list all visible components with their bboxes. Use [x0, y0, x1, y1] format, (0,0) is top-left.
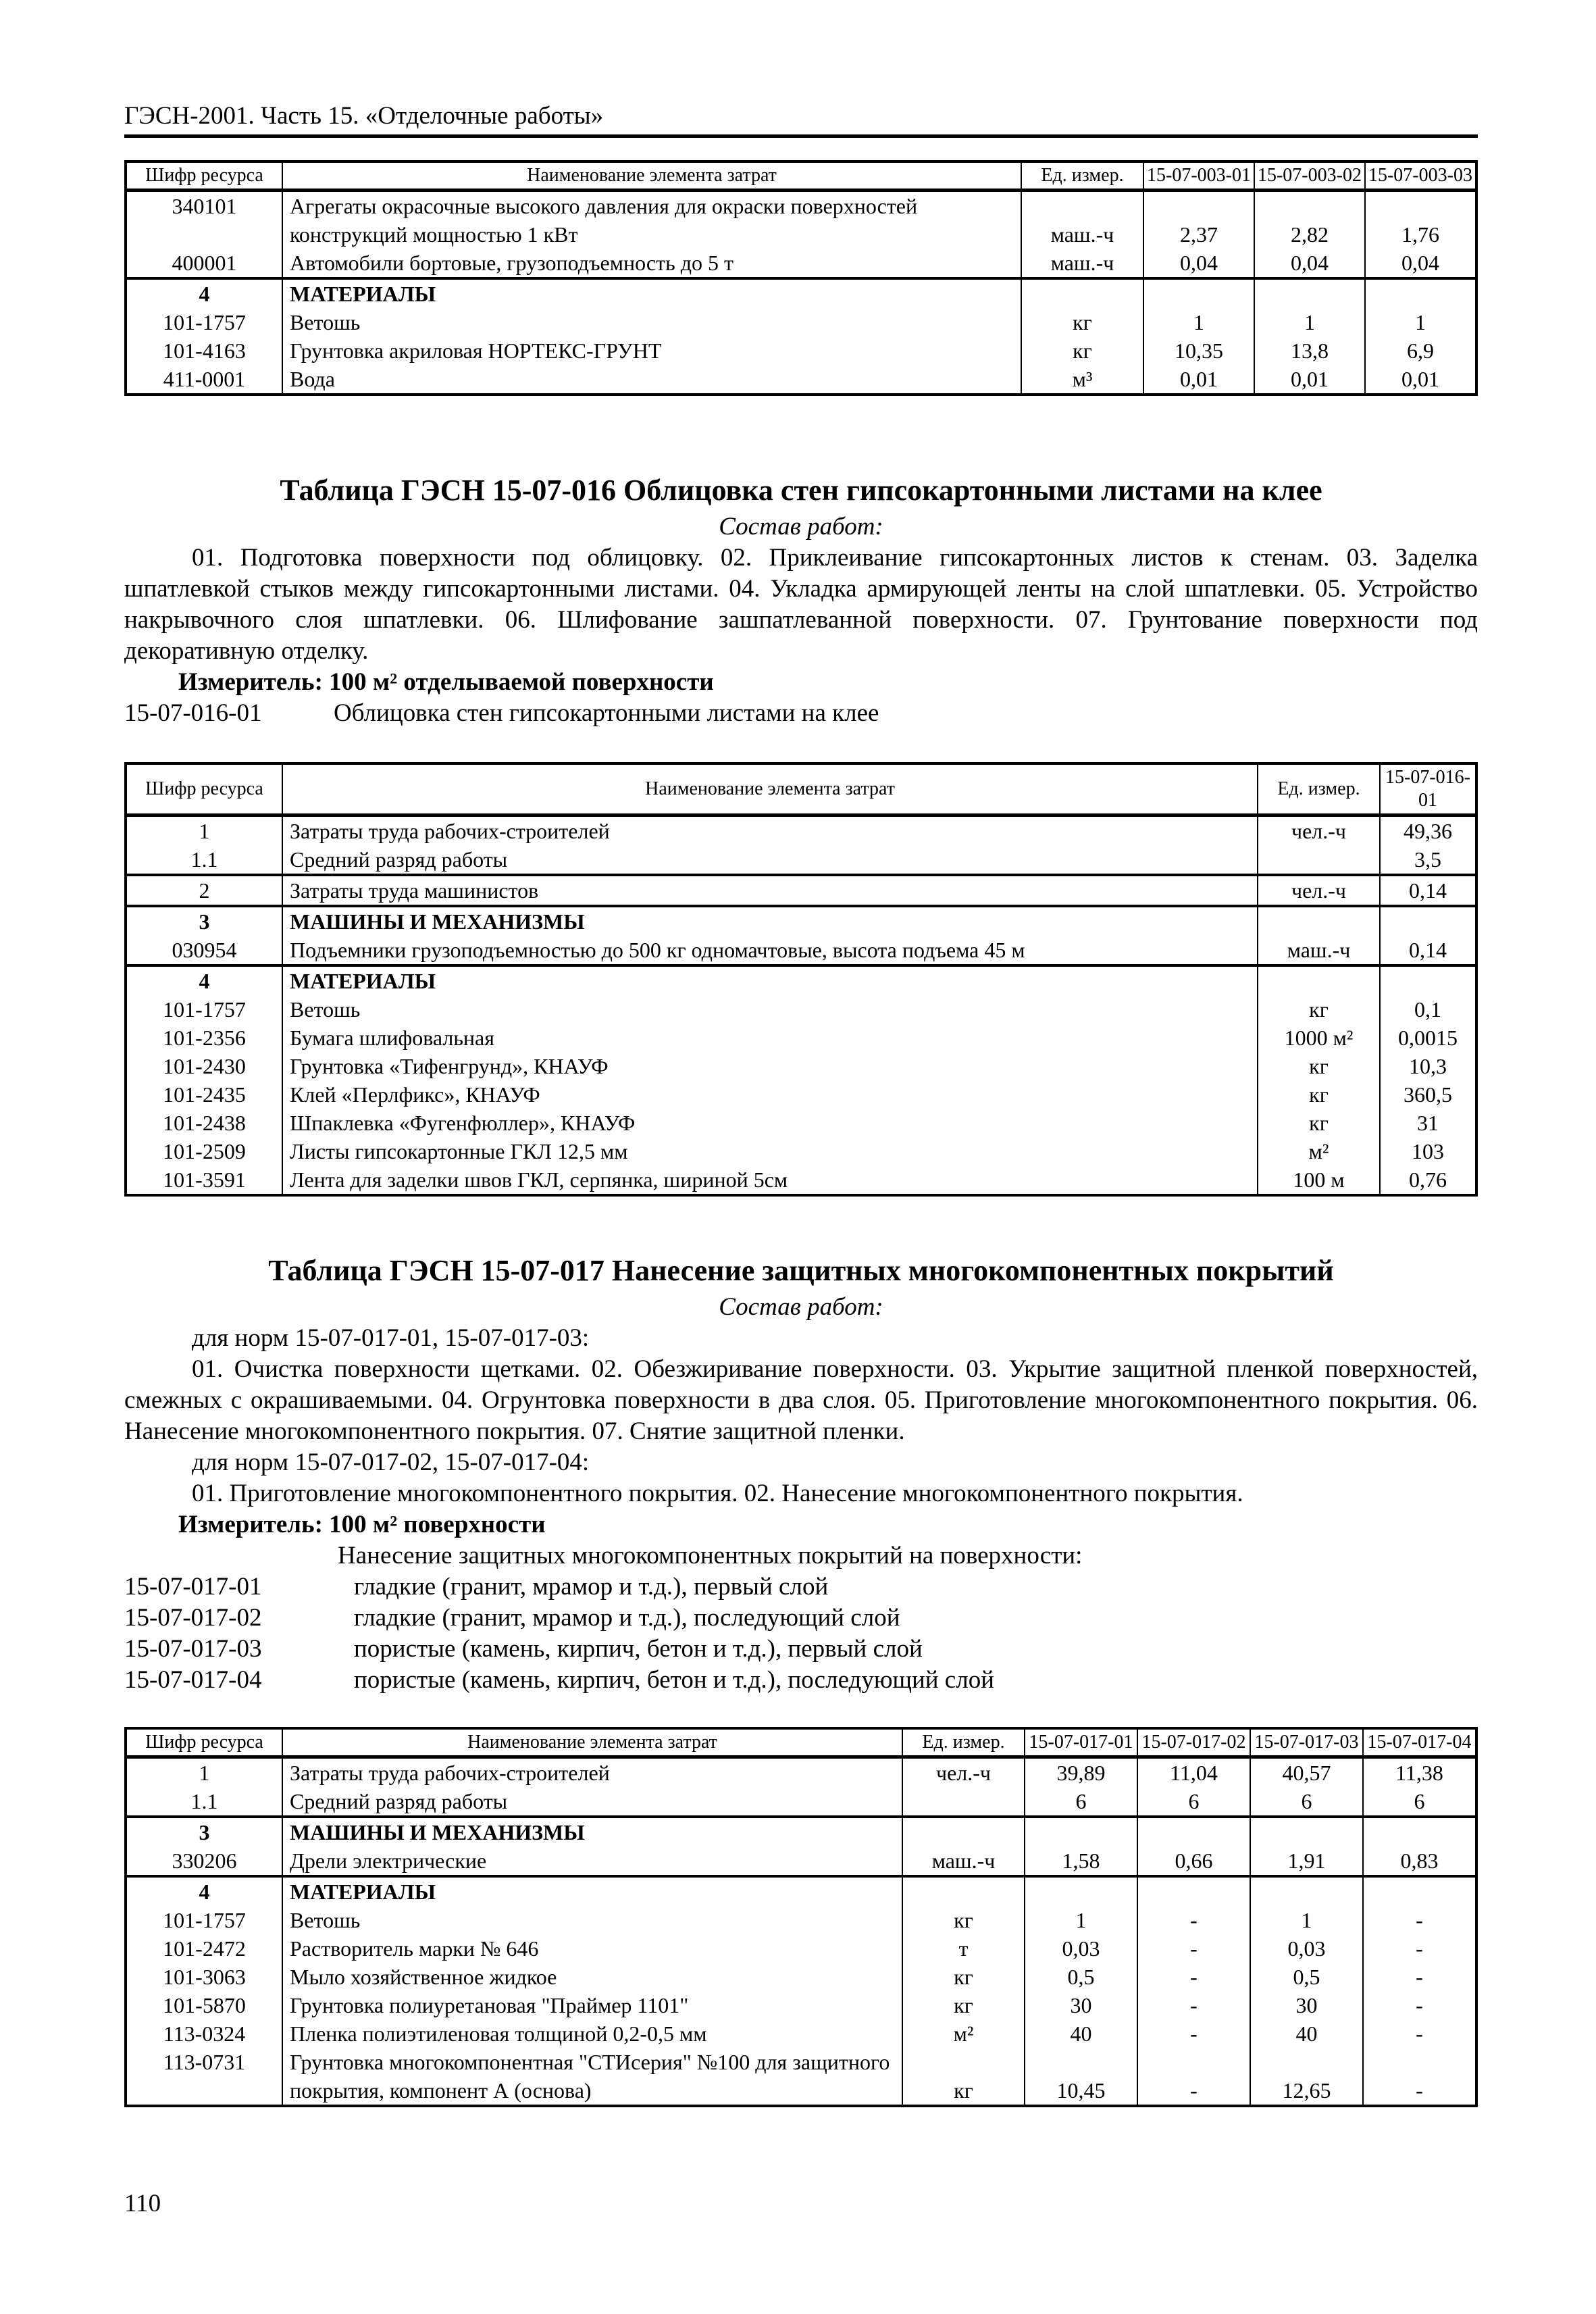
unit: 100 м — [1258, 1165, 1380, 1195]
norm-value: 1 — [1254, 308, 1365, 336]
resource-name: Затраты труда рабочих-строителей — [282, 815, 1258, 846]
unit — [1021, 278, 1143, 308]
resource-name: Средний разряд работы — [282, 1787, 902, 1817]
unit — [902, 1876, 1025, 1906]
table-header-row — [126, 161, 1476, 191]
norm-value: 0,01 — [1143, 365, 1254, 395]
unit: кг — [1258, 1109, 1380, 1137]
resource-name: Ветошь — [282, 308, 1021, 336]
norm-value: 0,01 — [1254, 365, 1365, 395]
table-row — [126, 1846, 1476, 1876]
resource-name: Затраты труда машинистов — [282, 875, 1258, 906]
unit: кг — [1021, 336, 1143, 365]
norm-value: 31 — [1380, 1109, 1476, 1137]
resource-name: Грунтовка полиуретановая "Праймер 1101" — [282, 1991, 902, 2019]
table-row — [126, 875, 1476, 906]
resource-code: 030954 — [126, 936, 282, 965]
table-row — [126, 278, 1476, 308]
unit — [902, 1817, 1025, 1846]
table-row — [126, 815, 1476, 846]
header-norm-code: 15-07-003-03 — [1365, 161, 1476, 191]
resource-code: 101-5870 — [126, 1991, 282, 2019]
norm-value: 1 — [1025, 1906, 1137, 1934]
resource-code: 113-0731 — [126, 2048, 282, 2106]
header-code: Шифр ресурса — [126, 1728, 282, 1757]
unit: маш.-ч — [1258, 936, 1380, 965]
resource-name: Растворитель марки № 646 — [282, 1934, 902, 1963]
unit — [1258, 906, 1380, 936]
norm-value: 39,89 — [1025, 1757, 1137, 1788]
measure: Измеритель: 100 м² поверхности — [178, 1511, 546, 1538]
resource-code: 101-2509 — [126, 1137, 282, 1165]
table-row — [126, 1787, 1476, 1817]
header-unit: Ед. измер. — [1021, 161, 1143, 191]
header-norm-code: 15-07-003-02 — [1254, 161, 1365, 191]
section-15-07-016 — [124, 473, 1478, 729]
norm-value — [1380, 906, 1476, 936]
unit — [902, 1787, 1025, 1817]
unit: кг — [1258, 1052, 1380, 1080]
norm-value: 2,37 — [1143, 191, 1254, 249]
norm-value: - — [1137, 1906, 1250, 1934]
table-row — [126, 1817, 1476, 1846]
table-row — [126, 936, 1476, 965]
header-unit: Ед. измер. — [902, 1728, 1025, 1757]
norm-value: 1,91 — [1250, 1846, 1363, 1876]
resource-table — [124, 762, 1478, 1197]
resource-name: Подъемники грузоподъемностью до 500 кг одномачтовые, высота подъема 45 м — [282, 936, 1258, 965]
table-row — [126, 1052, 1476, 1080]
norm-value: 40 — [1250, 2019, 1363, 2048]
unit: маш.-ч — [1021, 249, 1143, 278]
resource-code: 101-1757 — [126, 308, 282, 336]
unit: кг — [902, 2048, 1025, 2106]
unit: кг — [1258, 995, 1380, 1024]
resource-code: 4 — [126, 965, 282, 995]
norm-value: 30 — [1025, 1991, 1137, 2019]
norm-value — [1137, 1876, 1250, 1906]
resource-code: 3 — [126, 906, 282, 936]
resource-code: 101-3591 — [126, 1165, 282, 1195]
unit — [1258, 845, 1380, 875]
norms-note: для норм 15-07-017-01, 15-07-017-03: — [192, 1324, 590, 1352]
norm-value: 0,03 — [1250, 1934, 1363, 1963]
norm-value: - — [1137, 1963, 1250, 1991]
resource-code: 101-2430 — [126, 1052, 282, 1080]
table-row — [126, 1963, 1476, 1991]
norm-value: 0,04 — [1143, 249, 1254, 278]
norm-value — [1363, 1876, 1476, 1906]
table-row — [126, 965, 1476, 995]
header-norm-code: 15-07-017-02 — [1137, 1728, 1250, 1757]
header-norm-code: 15-07-003-01 — [1143, 161, 1254, 191]
resource-name: МАШИНЫ И МЕХАНИЗМЫ — [282, 1817, 902, 1846]
resource-name: Грунтовка «Тифенгрунд», КНАУФ — [282, 1052, 1258, 1080]
table-row — [126, 1934, 1476, 1963]
resource-code: 101-3063 — [126, 1963, 282, 1991]
header-norm-code: 15-07-016-01 — [1380, 763, 1476, 815]
norm-value: 0,5 — [1025, 1963, 1137, 1991]
norm-value: - — [1363, 1991, 1476, 2019]
table-row — [126, 249, 1476, 278]
measure: Измеритель: 100 м² отделываемой поверхности — [178, 668, 714, 696]
resource-code: 1 — [126, 815, 282, 846]
unit: кг — [1021, 308, 1143, 336]
unit: маш.-ч — [1021, 191, 1143, 249]
norm-value — [1363, 1817, 1476, 1846]
norm-value: 2,82 — [1254, 191, 1365, 249]
resource-table — [124, 1727, 1478, 2107]
resource-name: Мыло хозяйственное жидкое — [282, 1963, 902, 1991]
resource-name: Грунтовка многокомпонентная "СТИсерия" №100 для защитного покрытия, компонент А (основа) — [282, 2048, 902, 2106]
norm-value: - — [1363, 1963, 1476, 1991]
norm-value: - — [1137, 2048, 1250, 2106]
norm-value: 0,04 — [1365, 249, 1476, 278]
norm-value: 6,9 — [1365, 336, 1476, 365]
norm-value: 1 — [1365, 308, 1476, 336]
unit: т — [902, 1934, 1025, 1963]
table-header-row — [126, 1728, 1476, 1757]
header-unit: Ед. измер. — [1258, 763, 1380, 815]
norm-value: 0,5 — [1250, 1963, 1363, 1991]
norm-value: 0,1 — [1380, 995, 1476, 1024]
norm-value: 0,83 — [1363, 1846, 1476, 1876]
norm-value: - — [1363, 2019, 1476, 2048]
header-norm-code: 15-07-017-03 — [1250, 1728, 1363, 1757]
resource-name: Листы гипсокартонные ГКЛ 12,5 мм — [282, 1137, 1258, 1165]
resource-code: 4 — [126, 278, 282, 308]
norm-value: 6 — [1137, 1787, 1250, 1817]
resource-name: Грунтовка акриловая НОРТЕКС-ГРУНТ — [282, 336, 1021, 365]
resource-name: Шпаклевка «Фугенфюллер», КНАУФ — [282, 1109, 1258, 1137]
section-title: Таблица ГЭСН 15-07-016 Облицовка стен гипсокартонными листами на клее — [280, 474, 1322, 507]
page-number: 110 — [124, 2190, 161, 2217]
resource-name: Автомобили бортовые, грузоподъемность до 5 т — [282, 249, 1021, 278]
table-row — [126, 191, 1476, 249]
norm-value: 40 — [1025, 2019, 1137, 2048]
norm-value — [1025, 1817, 1137, 1846]
norm-value: 0,76 — [1380, 1165, 1476, 1195]
resource-code: 340101 — [126, 191, 282, 249]
norm-value: 0,66 — [1137, 1846, 1250, 1876]
resource-name: Вода — [282, 365, 1021, 395]
norm-value: - — [1363, 2048, 1476, 2106]
resource-code: 101-1757 — [126, 995, 282, 1024]
unit: м³ — [1021, 365, 1143, 395]
unit: чел.-ч — [1258, 815, 1380, 846]
norm-value: 30 — [1250, 1991, 1363, 2019]
resource-code: 2 — [126, 875, 282, 906]
resource-name: Затраты труда рабочих-строителей — [282, 1757, 902, 1788]
section-title: Таблица ГЭСН 15-07-017 Нанесение защитных многокомпонентных покрытий — [268, 1254, 1334, 1287]
norm-value: 3,5 — [1380, 845, 1476, 875]
unit — [1258, 965, 1380, 995]
norm-value: 0,01 — [1365, 365, 1476, 395]
table-row — [126, 845, 1476, 875]
table-row — [126, 2048, 1476, 2106]
norm-value: 1 — [1250, 1906, 1363, 1934]
unit: маш.-ч — [902, 1846, 1025, 1876]
section-subtitle: Состав работ: — [719, 1293, 883, 1321]
norm-value: 0,04 — [1254, 249, 1365, 278]
header-norm-code: 15-07-017-01 — [1025, 1728, 1137, 1757]
norm-value: 0,14 — [1380, 875, 1476, 906]
table-15-07-003 — [124, 160, 1478, 396]
norm-value — [1143, 278, 1254, 308]
norms-intro: Нанесение защитных многокомпонентных покрытий на поверхности: — [338, 1542, 1083, 1569]
resource-name: Ветошь — [282, 995, 1258, 1024]
header-code: Шифр ресурса — [126, 161, 282, 191]
table-row — [126, 1165, 1476, 1195]
norm-value: 49,36 — [1380, 815, 1476, 846]
resource-code: 1.1 — [126, 1787, 282, 1817]
norm-value: 10,45 — [1025, 2048, 1137, 2106]
table-row — [126, 1137, 1476, 1165]
table-row — [126, 365, 1476, 395]
norm-value: - — [1137, 1991, 1250, 2019]
table-row — [126, 1109, 1476, 1137]
resource-name: МАТЕРИАЛЫ — [282, 965, 1258, 995]
header-code: Шифр ресурса — [126, 763, 282, 815]
norm-value: 0,03 — [1025, 1934, 1137, 1963]
norm-value: 11,04 — [1137, 1757, 1250, 1788]
norm-value: 1,76 — [1365, 191, 1476, 249]
section-15-07-017 — [124, 1253, 1478, 1696]
norm-value: 40,57 — [1250, 1757, 1363, 1788]
work-description: 01. Очистка поверхности щетками. 02. Обезжиривание поверхности. 03. Укрытие защитной пленкой поверхностей, смежных с окрашиваемыми. 04. Огрунтовка поверхности в два слоя. 05. Приготовление многокомпонентного покрытия. 06. Нанесение многокомпонентного покрытия. 07. Снятие защитной пленки. — [124, 1355, 1478, 1445]
resource-name: Пленка полиэтиленовая толщиной 0,2-0,5 мм — [282, 2019, 902, 2048]
header-name: Наименование элемента затрат — [282, 1728, 902, 1757]
resource-name: Дрели электрические — [282, 1846, 902, 1876]
norm-value — [1250, 1876, 1363, 1906]
table-15-07-017 — [124, 1727, 1478, 2107]
table-row — [126, 1906, 1476, 1934]
unit: кг — [902, 1963, 1025, 1991]
norm-item: 15-07-017-02 гладкие (гранит, мрамор и т.д.), последующий слой — [124, 1604, 900, 1632]
norm-item: 15-07-017-03 пористые (камень, кирпич, бетон и т.д.), первый слой — [124, 1635, 923, 1663]
norm-value: 12,65 — [1250, 2048, 1363, 2106]
resource-code: 101-4163 — [126, 336, 282, 365]
norm-value: 6 — [1025, 1787, 1137, 1817]
resource-code: 101-1757 — [126, 1906, 282, 1934]
norm-item: 15-07-017-04 пористые (камень, кирпич, бетон и т.д.), последующий слой — [124, 1666, 994, 1694]
resource-code: 400001 — [126, 249, 282, 278]
unit: м² — [902, 2019, 1025, 2048]
resource-code: 1.1 — [126, 845, 282, 875]
unit: кг — [902, 1991, 1025, 2019]
table-row — [126, 1757, 1476, 1788]
table-row — [126, 308, 1476, 336]
table-row — [126, 1876, 1476, 1906]
norm-value: 11,38 — [1363, 1757, 1476, 1788]
norm-value: 10,3 — [1380, 1052, 1476, 1080]
norm-value — [1025, 1876, 1137, 1906]
norm-value: 6 — [1250, 1787, 1363, 1817]
norm-value — [1365, 278, 1476, 308]
norm-value: - — [1137, 1934, 1250, 1963]
table-15-07-016 — [124, 762, 1478, 1197]
norm-value: - — [1363, 1934, 1476, 1963]
norm-value — [1254, 278, 1365, 308]
norm-value: 13,8 — [1254, 336, 1365, 365]
resource-code: 113-0324 — [126, 2019, 282, 2048]
table-row — [126, 1080, 1476, 1109]
resource-name: МАШИНЫ И МЕХАНИЗМЫ — [282, 906, 1258, 936]
table-row — [126, 1991, 1476, 2019]
running-header: ГЭСН-2001. Часть 15. «Отделочные работы» — [124, 101, 1478, 138]
resource-code: 411-0001 — [126, 365, 282, 395]
resource-name: Бумага шлифовальная — [282, 1024, 1258, 1052]
resource-name: Агрегаты окрасочные высокого давления для окраски поверхностей конструкций мощностью 1 кВт — [282, 191, 1021, 249]
unit: кг — [902, 1906, 1025, 1934]
resource-code: 101-2356 — [126, 1024, 282, 1052]
norm-item: 15-07-017-01 гладкие (гранит, мрамор и т.д.), первый слой — [124, 1573, 829, 1601]
norm-value — [1137, 1817, 1250, 1846]
table-row — [126, 995, 1476, 1024]
table-row — [126, 2019, 1476, 2048]
norm-value: 103 — [1380, 1137, 1476, 1165]
resource-table — [124, 160, 1478, 396]
norm-value: 360,5 — [1380, 1080, 1476, 1109]
unit: чел.-ч — [1258, 875, 1380, 906]
section-subtitle: Состав работ: — [719, 513, 883, 540]
norm-value: 1,58 — [1025, 1846, 1137, 1876]
norm-value — [1250, 1817, 1363, 1846]
resource-name: Средний разряд работы — [282, 845, 1258, 875]
resource-name: МАТЕРИАЛЫ — [282, 1876, 902, 1906]
unit: м² — [1258, 1137, 1380, 1165]
resource-name: МАТЕРИАЛЫ — [282, 278, 1021, 308]
norm-value: 0,14 — [1380, 936, 1476, 965]
norm-value: - — [1363, 1906, 1476, 1934]
unit: кг — [1258, 1080, 1380, 1109]
resource-name: Лента для заделки швов ГКЛ, серпянка, шириной 5см — [282, 1165, 1258, 1195]
resource-name: Ветошь — [282, 1906, 902, 1934]
norms-note: для норм 15-07-017-02, 15-07-017-04: — [192, 1449, 590, 1476]
norm-value: 0,0015 — [1380, 1024, 1476, 1052]
norm-value: 1 — [1143, 308, 1254, 336]
resource-code: 101-2472 — [126, 1934, 282, 1963]
table-header-row — [126, 763, 1476, 815]
header-norm-code: 15-07-017-04 — [1363, 1728, 1476, 1757]
resource-code: 3 — [126, 1817, 282, 1846]
work-description: 01. Приготовление многокомпонентного покрытия. 02. Нанесение многокомпонентного покрытия. — [192, 1480, 1243, 1507]
resource-code: 101-2435 — [126, 1080, 282, 1109]
resource-name: Клей «Перлфикс», КНАУФ — [282, 1080, 1258, 1109]
norm-value — [1380, 965, 1476, 995]
table-row — [126, 906, 1476, 936]
header-name: Наименование элемента затрат — [282, 763, 1258, 815]
resource-code: 101-2438 — [126, 1109, 282, 1137]
unit: чел.-ч — [902, 1757, 1025, 1788]
table-row — [126, 1024, 1476, 1052]
header-name: Наименование элемента затрат — [282, 161, 1021, 191]
resource-code: 1 — [126, 1757, 282, 1788]
table-row — [126, 336, 1476, 365]
norm-value: 6 — [1363, 1787, 1476, 1817]
norm-value: - — [1137, 2019, 1250, 2048]
work-description: 01. Подготовка поверхности под облицовку. 02. Приклеивание гипсокартонных листов к стенам. 03. Заделка шпатлевкой стыков между гипсокартонными листами. 04. Укладка армирующей ленты на слой шпатлевки. 05. Устройство накрывочного слоя шпатлевки. 06. Шлифование зашпатлеванной поверхности. 07. Грунтование поверхности под декоративную отделку. — [124, 544, 1478, 665]
unit: 1000 м² — [1258, 1024, 1380, 1052]
norm-item: 15-07-016-01 Облицовка стен гипсокартонными листами на клее — [124, 699, 879, 727]
norm-value: 10,35 — [1143, 336, 1254, 365]
resource-code: 330206 — [126, 1846, 282, 1876]
resource-code: 4 — [126, 1876, 282, 1906]
